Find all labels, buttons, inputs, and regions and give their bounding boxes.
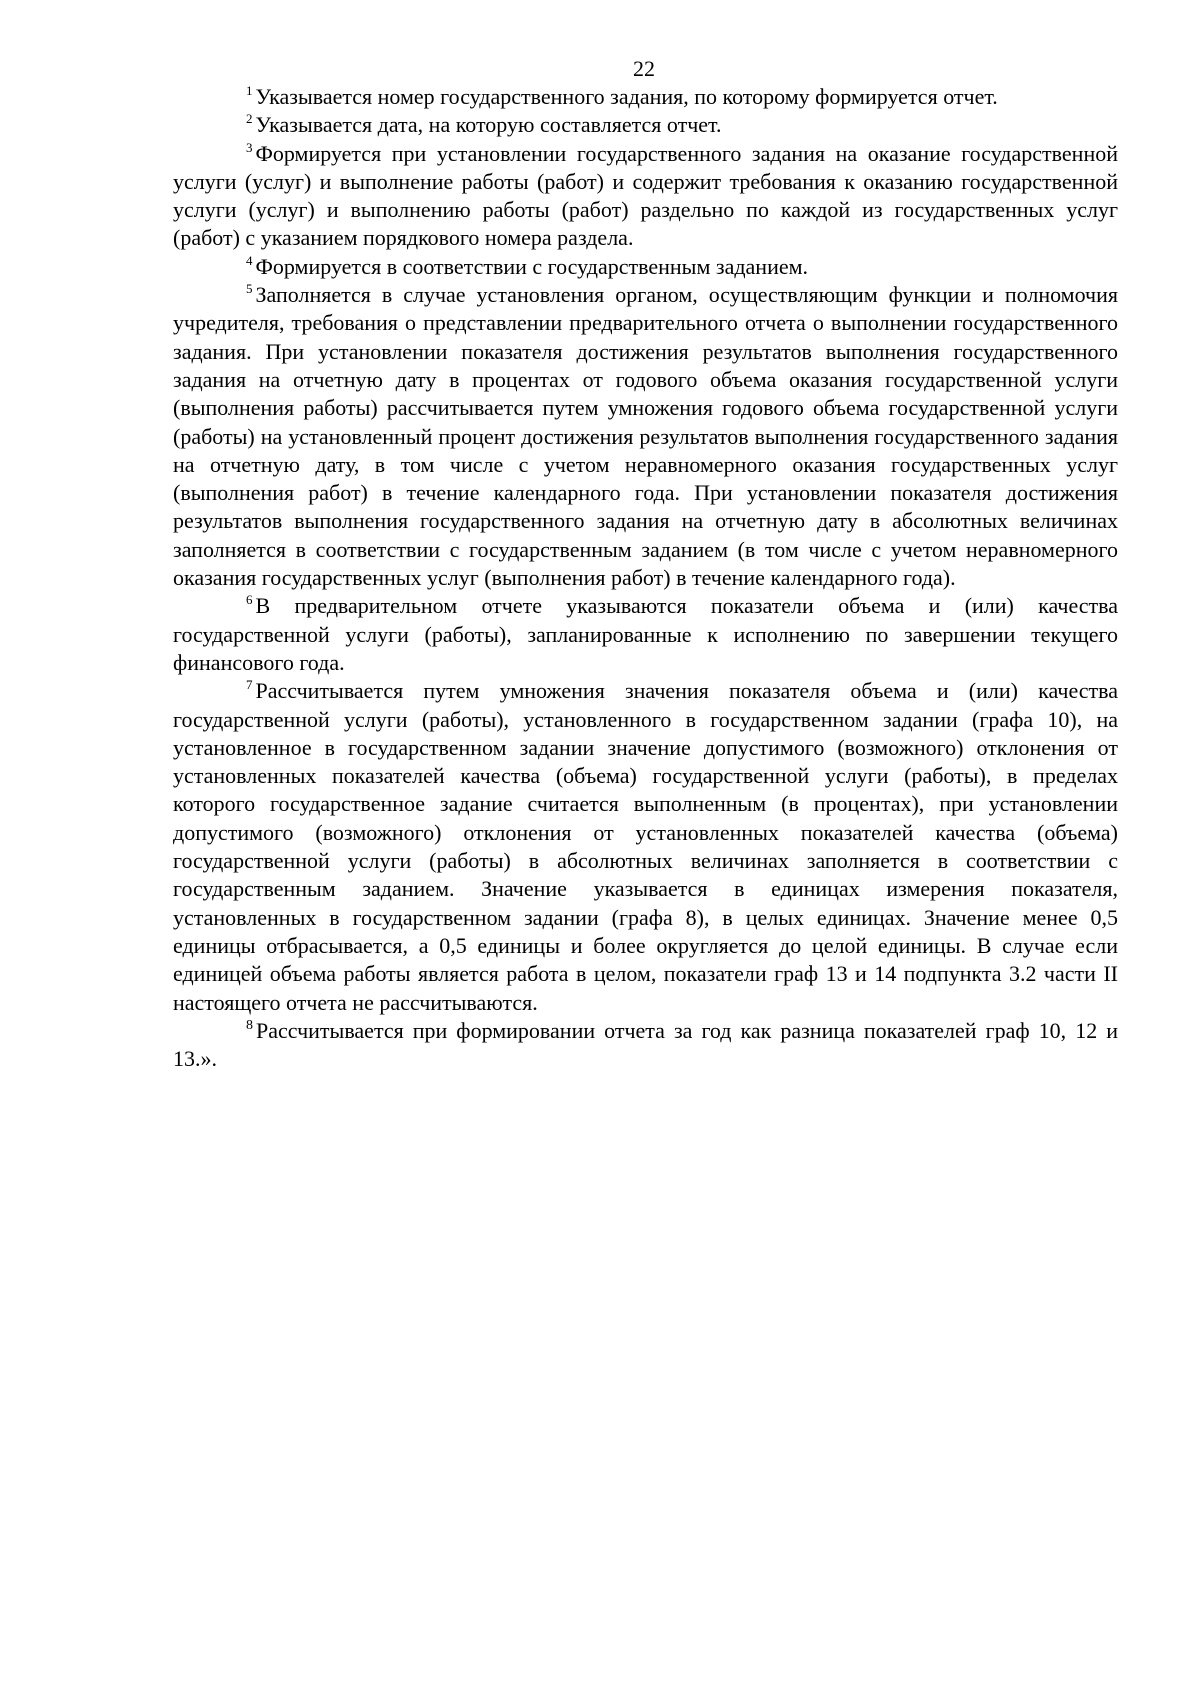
footnote-7 [173, 677, 1118, 1017]
footnote-2 [173, 111, 1118, 139]
footnote-marker: 6 [246, 592, 253, 608]
footnotes-list [173, 83, 1118, 1073]
footnote-3 [173, 140, 1118, 253]
footnote-4 [173, 253, 1118, 281]
footnote-text: Указывается дата, на которую составляется отчет. [255, 112, 722, 138]
footnote-6 [173, 592, 1118, 677]
footnote-text: Формируется в соответствии с государственным заданием. [255, 253, 809, 279]
footnote-text: Указывается номер государственного задания, по которому формируется отчет. [255, 84, 998, 109]
footnote-marker: 4 [246, 252, 253, 268]
footnote-text: Заполняется в случае установления органом, осуществляющим функции и полномочия учредителя, требования о представлении предварительного отчета о выполнении государственного задания. При установлении показателя достижения результатов выполнения государственного задания на отчетную дату в процентах от годового объема оказания государственной услуги (выполнения работы) рассчитывается путем умножения годового объема государственной услуги (работы) на установленный процент достижения результатов выполнения государственного задания на отчетную дату, в том числе с учетом неравномерного оказания государственных услуг (выполнения работ) в течение календарного года. При установлении показателя достижения результатов выполнения государственного задания на отчетную дату в абсолютных величинах заполняется в соответствии с государственным заданием (в том числе с учетом неравномерного оказания государственных услуг (выполнения работ) в течение календарного года). [173, 282, 1118, 591]
footnote-1 [173, 83, 1118, 111]
footnote-marker: 5 [246, 281, 253, 297]
footnote-text: Формируется при установлении государственного задания на оказание государственной услуги (услуг) и выполнение работы (работ) и содержит требования к оказанию государственной услуги (услуг) и выполнению работы (работ) раздельно по каждой из государственных услуг (работ) с указанием порядкового номера раздела. [173, 140, 1118, 251]
page-number: 22 [633, 56, 655, 81]
footnote-text: Рассчитывается путем умножения значения показателя объема и (или) качества государственной услуги (работы), установленного в государственном задании (графа 10), на установленное в государственном задании значение допустимого (возможного) отклонения от установленных показателей качества (объема) государственной услуги (работы), в пределах которого государственное задание считается выполненным (в процентах), при установлении допустимого (возможного) отклонения от установленных показателей качества (объема) государственной услуги (работы) в абсолютных величинах заполняется в соответствии с государственным заданием. Значение указывается в единицах измерения показателя, установленных в государственном задании (графа 8), в целых единицах. Значение менее 0,5 единицы отбрасывается, а 0,5 единицы и более округляется до целой единицы. В случае если единицей объема работы является работа в целом, показатели граф 13 и 14 подпункта 3.2 части II настоящего отчета не рассчитываются. [173, 678, 1118, 1015]
footnote-marker: 8 [246, 1017, 253, 1033]
footnote-marker: 7 [246, 677, 253, 693]
footnote-text: В предварительном отчете указываются показатели объема и (или) качества государственной услуги (работы), запланированные к исполнению по завершении текущего финансового года. [173, 593, 1118, 675]
footnote-8 [173, 1017, 1118, 1074]
footnote-marker: 1 [246, 83, 253, 98]
footnote-text: Рассчитывается при формировании отчета за год как разница показателей граф 10, 12 и 13.». [173, 1017, 1118, 1072]
footnote-marker: 3 [246, 139, 253, 155]
footnote-marker: 2 [246, 111, 253, 127]
footnote-5 [173, 281, 1118, 592]
